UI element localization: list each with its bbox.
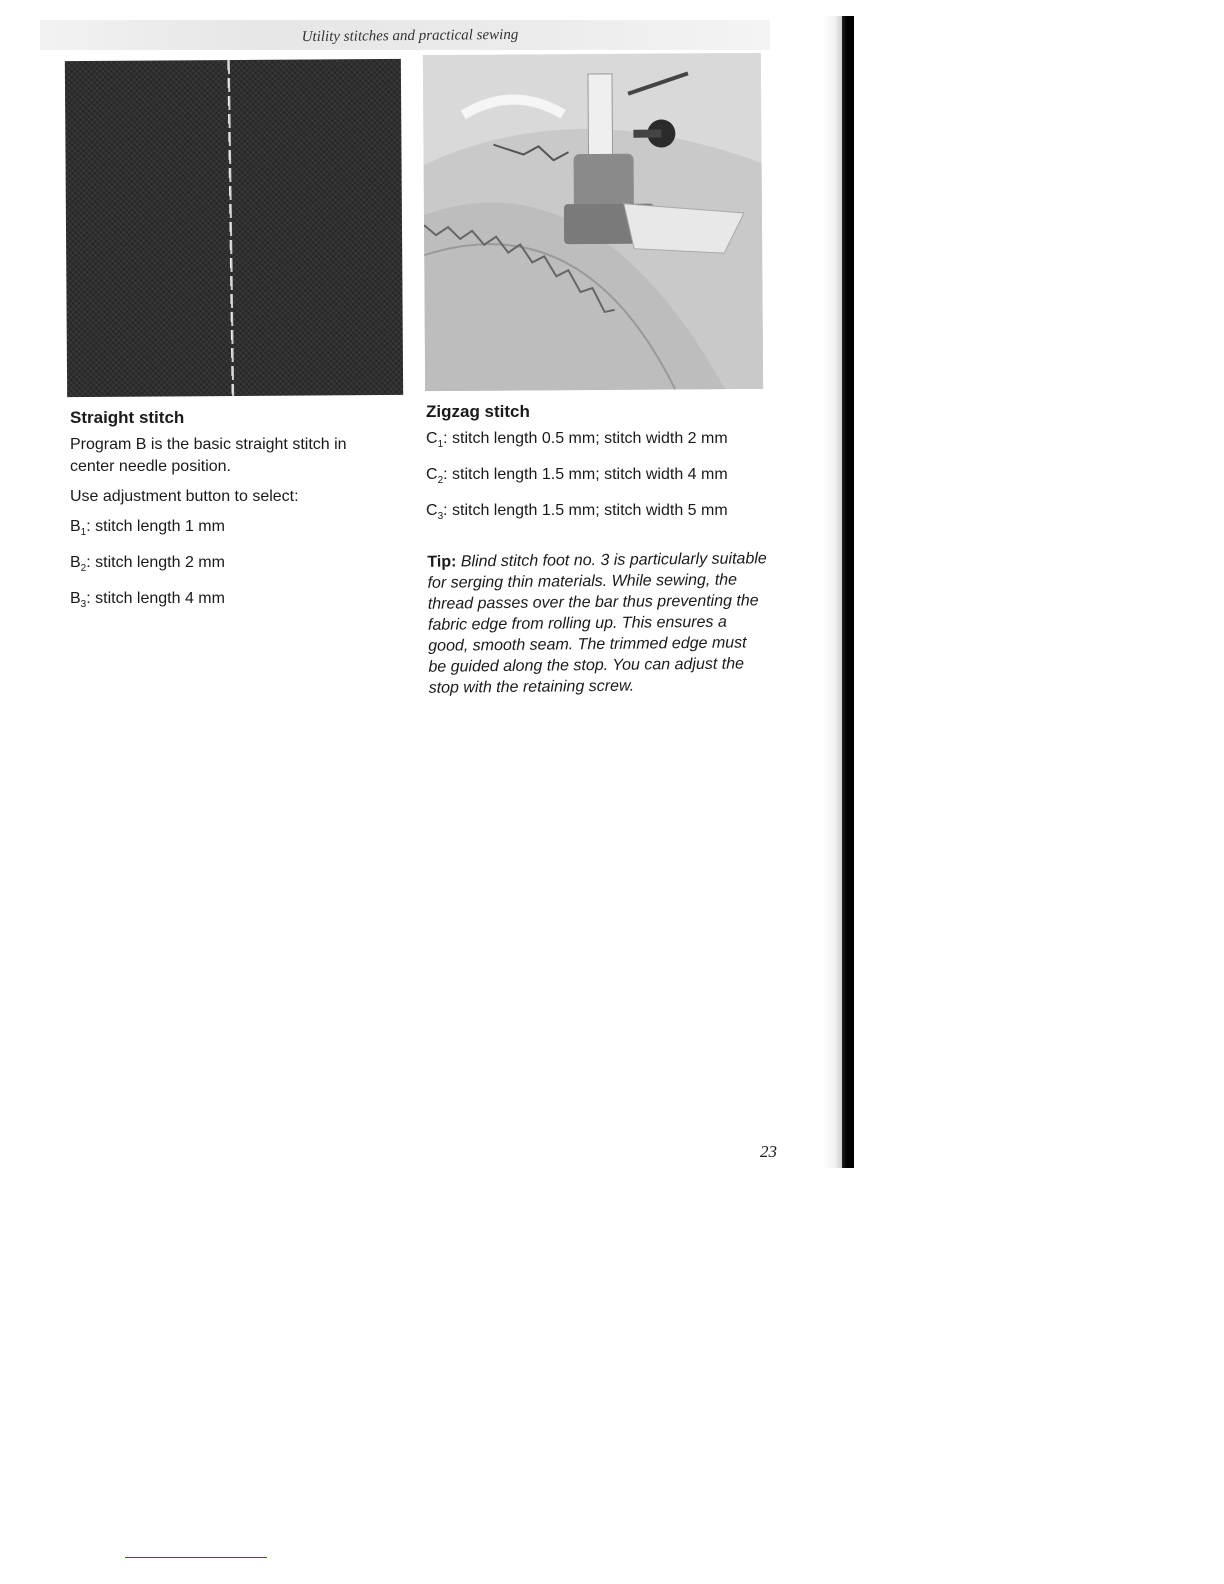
binding-shadow <box>824 16 842 1168</box>
setting-b2: $B_2$: stitch length 2 mm <box>70 554 225 575</box>
setting-c3: $C_3$: stitch length 1.5 mm; stitch width 5 mm <box>426 502 728 523</box>
page-number: 23 <box>760 1142 777 1161</box>
zigzag-stitch-heading: Zigzag stitch <box>426 402 530 421</box>
straight-stitch-section <box>70 408 390 625</box>
straight-stitch-photo <box>65 59 403 397</box>
setting-c1: $C_1$: stitch length 0.5 mm; stitch width 2 mm <box>426 430 728 451</box>
setting-b1: $B_1$: stitch length 1 mm <box>70 518 225 539</box>
straight-stitch-heading: Straight stitch <box>70 408 185 427</box>
running-header: Utility stitches and practical sewing <box>301 26 519 46</box>
tip-text: Blind stitch foot no. 3 is particularly suitable for serging thin materials. While sewing, the thread passes over the bar thus preventing the fabric edge from rolling up. This ensures a good, smooth seam. The trimmed edge must be guided along the stop. You can adjust the stop with the retaining screw. <box>427 550 767 697</box>
setting-c2: $C_2$: stitch length 1.5 mm; stitch width 4 mm <box>426 466 728 487</box>
binding-edge <box>842 16 854 1168</box>
sewing-machine-foot-icon <box>423 53 763 391</box>
tip-box <box>427 548 769 699</box>
setting-b3: $B_3$: stitch length 4 mm <box>70 590 225 611</box>
straight-stitch-intro: Program B is the basic straight stitch in center needle position. <box>70 436 347 475</box>
straight-stitch-seam-icon <box>65 59 403 397</box>
footnote-rule <box>125 1557 267 1558</box>
tip-label: Tip: <box>427 553 457 571</box>
zigzag-presser-foot-photo <box>423 53 763 391</box>
zigzag-stitch-section <box>426 402 771 537</box>
adjustment-instruction: Use adjustment button to select: <box>70 488 299 505</box>
